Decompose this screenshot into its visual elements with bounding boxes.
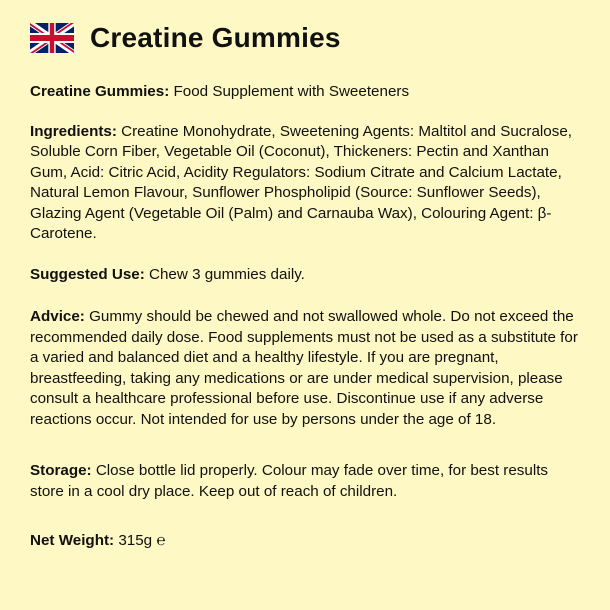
net-weight-section xyxy=(30,531,582,552)
storage-label: Storage: xyxy=(30,462,92,479)
net-weight-text: 315g ℮ xyxy=(118,532,166,549)
ingredients-section xyxy=(30,122,582,245)
ingredients-text: Creatine Monohydrate, Sweetening Agents: Maltitol and Sucralose, Soluble Corn Fiber, Vegetable Oil (Coconut), Thickeners: Pectin and Xanthan Gum, Acid: Citric Acid, Acidity Regulators: Sodium Citrate and Calcium Lactate, Natural Lemon Flavour, Sunflower Phospholipid (Source: Sunflower Seeds), Glazing Agent (Vegetable Oil (Palm) and Carnauba Wax), Colouring Agent: β-Carotene. xyxy=(30,122,572,242)
page-title: Creatine Gummies xyxy=(90,22,341,53)
suggested-use-section xyxy=(30,265,582,286)
suggested-use-text: Chew 3 gummies daily. xyxy=(149,265,305,283)
header xyxy=(30,22,341,54)
product-text: Food Supplement with Sweeteners xyxy=(173,83,410,100)
net-weight-label: Net Weight: xyxy=(30,532,115,549)
advice-text: Gummy should be chewed and not swallowed whole. Do not exceed the recommended daily dose. Food supplements must not be used as a substitute for a varied and balanced diet and a healthy lifestyle. If you are pregnant, breastfeeding, taking any medications or are under medical supervision, please consult a healthcare professional before use. Discontinue use if any adverse reactions occur. Not intended for use by persons under the age of 18. xyxy=(30,308,578,428)
ingredients-label: Ingredients: xyxy=(30,122,117,140)
label-content xyxy=(30,82,582,552)
storage-section xyxy=(30,461,582,502)
product-label: Creatine Gummies: xyxy=(30,83,170,100)
uk-flag-icon xyxy=(30,23,74,53)
storage-text: Close bottle lid properly. Colour may fade over time, for best results store in a cool dry place. Keep out of reach of children. xyxy=(30,462,549,500)
advice-section xyxy=(30,307,582,430)
advice-label: Advice: xyxy=(30,308,85,325)
product-description xyxy=(30,82,582,103)
suggested-use-label: Suggested Use: xyxy=(30,265,145,283)
